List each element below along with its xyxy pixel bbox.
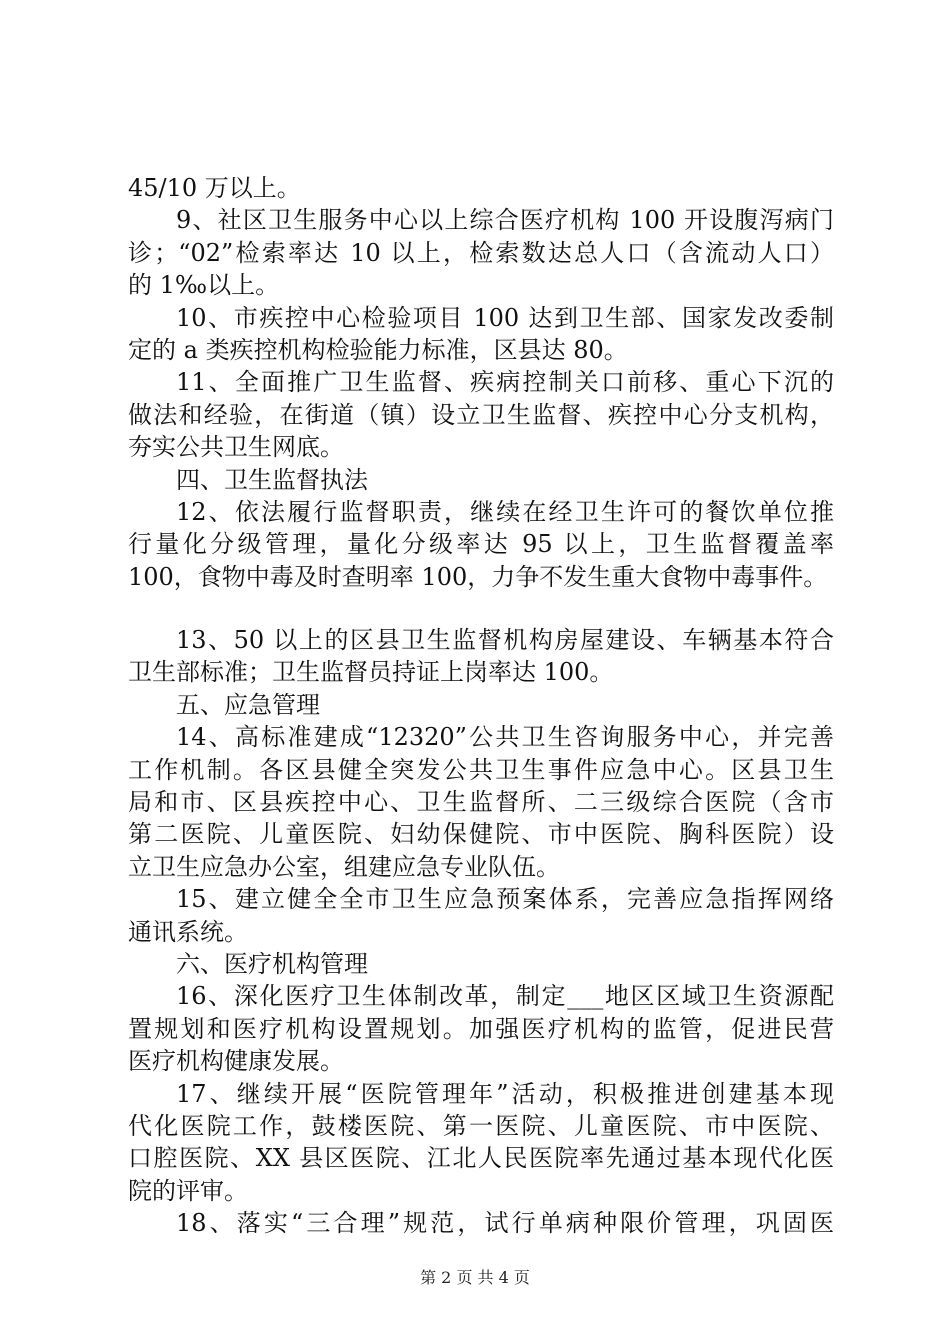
text-line: 12、依法履行监督职责，继续在经卫生许可的餐饮单位推 — [176, 497, 834, 526]
text-line: 16、深化医疗卫生体制改革，制定___地区区域卫生资源配 — [176, 982, 834, 1011]
text-line: 四、卫生监督执法 — [176, 465, 368, 494]
text-line: 18、落实“三合理”规范，试行单病种限价管理，巩固医 — [176, 1209, 834, 1238]
text-line: 卫生部标准；卫生监督员持证上岗率达 100。 — [128, 658, 614, 687]
text-line: 15、建立健全全市卫生应急预案体系，完善应急指挥网络 — [176, 885, 834, 914]
text-line: 9、社区卫生服务中心以上综合医疗机构 100 开设腹泻病门 — [176, 206, 834, 235]
text-line: 夯实公共卫生网底。 — [128, 433, 344, 462]
document-body — [128, 172, 834, 1240]
text-line: 诊；“02”检索率达 10 以上，检索数达总人口（含流动人口） — [128, 238, 834, 267]
text-line: 五、应急管理 — [176, 690, 320, 719]
text-line: 11、全面推广卫生监督、疾病控制关口前移、重心下沉的 — [176, 368, 834, 397]
text-line: 的 1‰以上。 — [128, 271, 280, 300]
text-line: 17、继续开展“医院管理年”活动，积极推进创建基本现 — [176, 1079, 834, 1108]
text-line: 口腔医院、XX 县区医院、江北人民医院率先通过基本现代化医 — [128, 1144, 834, 1173]
text-line: 行量化分级管理，量化分级率达 95 以上，卫生监督覆盖率 — [128, 530, 834, 559]
text-line: 第二医院、儿童医院、妇幼保健院、市中医院、胸科医院）设 — [128, 820, 834, 849]
text-line: 立卫生应急办公室，组建应急专业队伍。 — [128, 852, 560, 881]
text-line: 10、市疾控中心检验项目 100 达到卫生部、国家发改委制 — [176, 303, 834, 332]
text-line: 置规划和医疗机构设置规划。加强医疗机构的监管，促进民营 — [128, 1014, 834, 1043]
paragraph-gap — [128, 593, 834, 624]
text-line: 医疗机构健康发展。 — [128, 1047, 344, 1076]
text-line: 100，食物中毒及时查明率 100，力争不发生重大食物中毒事件。 — [128, 562, 828, 591]
text-line: 通讯系统。 — [128, 917, 248, 946]
text-line: 代化医院工作，鼓楼医院、第一医院、儿童医院、市中医院、 — [128, 1111, 834, 1140]
text-line: 13、50 以上的区县卫生监督机构房屋建设、车辆基本符合 — [176, 626, 834, 655]
text-line: 14、高标准建成“12320”公共卫生咨询服务中心，并完善 — [176, 723, 834, 752]
text-line: 工作机制。各区县健全突发公共卫生事件应急中心。区县卫生 — [128, 755, 834, 784]
text-line: 六、医疗机构管理 — [176, 949, 368, 978]
text-line: 做法和经验，在街道（镇）设立卫生监督、疾控中心分支机构， — [128, 400, 834, 429]
text-line: 院的评审。 — [128, 1176, 248, 1205]
page-footer: 第 2 页 共 4 页 — [420, 1268, 530, 1287]
text-line: 定的 a 类疾控机构检验能力标准，区县达 80。 — [128, 335, 628, 364]
text-line: 45/10 万以上。 — [128, 174, 301, 202]
text-line: 局和市、区县疾控中心、卫生监督所、二三级综合医院（含市 — [128, 788, 834, 817]
